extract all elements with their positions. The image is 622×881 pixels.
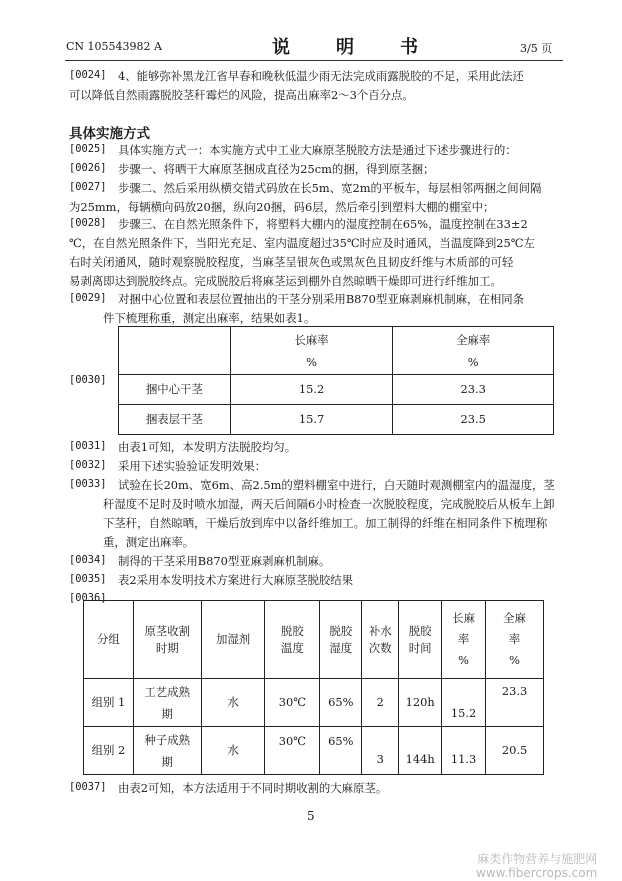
paragraph-number: [0031]: [69, 440, 107, 452]
cell-line: 工艺成熟: [144, 684, 191, 699]
section-title: 具体实施方式: [69, 126, 150, 142]
table-cell: 65%: [320, 727, 362, 775]
table-header-cell: [393, 327, 554, 375]
table-header-cell: 加湿剂: [201, 601, 265, 679]
table-cell: 65%: [320, 679, 362, 727]
paragraph-text: 表2采用本发明技术方案进行大麻原茎脱胶结果: [118, 573, 354, 587]
cell-line: 率: [508, 632, 521, 646]
table-cell: 144h: [399, 727, 442, 775]
paragraph-number: [0032]: [69, 459, 107, 471]
table-header-row: [119, 327, 554, 375]
paragraph-number: [0029]: [69, 292, 107, 304]
table-cell: 15.7: [230, 405, 393, 435]
paragraph-text: 易剥离即达到脱胶终点。完成脱胶后将麻茎运到棚外自然晾晒干燥即可进行纤维加工。: [69, 274, 502, 288]
table-header-cell: [399, 601, 442, 679]
header-unit: %: [306, 354, 317, 369]
cell-line: 脱胶: [408, 623, 432, 638]
paragraph-text: 步骤二、然后采用纵横交错式码放在长5m、宽2m的平板车，每层相邻两捆之间间隔: [118, 181, 542, 195]
paragraph-text: 由表2可知，本方法适用于不同时期收割的大麻原茎。: [118, 781, 388, 795]
watermark: [476, 852, 597, 880]
table-cell: 捆表层干茎: [119, 405, 231, 435]
paragraph-text: 制得的干茎采用B870型亚麻剥麻机制麻。: [118, 554, 331, 568]
header-unit: %: [467, 354, 479, 369]
table-cell: 组别 2: [84, 727, 134, 775]
table-cell: 23.3: [393, 375, 554, 405]
table-header-cell: [320, 601, 362, 679]
table-cell: 水: [201, 679, 265, 727]
cell-line: 时期: [155, 640, 179, 655]
table-cell: 组别 1: [84, 679, 134, 727]
table-cell: 11.3: [442, 727, 486, 775]
table-cell: 23.3: [486, 679, 544, 727]
table-cell: [119, 327, 231, 375]
paragraph-text: 试验在长20m、宽6m、高2.5m的塑料棚室中进行，白天随时观测棚室内的温湿度，茎: [118, 478, 555, 492]
table-cell: 120h: [399, 679, 442, 727]
table-cell: 23.5: [393, 405, 554, 435]
cell-line: 次数: [368, 640, 392, 655]
table-cell: 水: [201, 727, 265, 775]
paragraph-number: [0024]: [69, 69, 107, 81]
table-cell: 15.2: [442, 679, 486, 727]
cell-line: 湿度: [329, 640, 353, 655]
table-header-cell: [362, 601, 399, 679]
paragraph-text: 采用下述实验验证发明效果：: [118, 459, 267, 473]
table-cell: [133, 727, 201, 775]
table-header-cell: [442, 601, 486, 679]
table-cell: 15.2: [230, 375, 393, 405]
paragraph-text: 4、能够弥补黑龙江省早春和晚秋低温少雨无法完成雨露脱胶的不足，采用此法还: [118, 69, 524, 83]
cell-line: 补水: [368, 623, 392, 638]
table-header-cell: 分组: [84, 601, 134, 679]
header-rule: [65, 60, 563, 61]
table-row: [119, 375, 554, 405]
paragraph-text: 为25mm，每辆横向码放20捆，纵向20捆，码6层，然后牵引到塑料大棚的棚室中；: [69, 200, 495, 214]
cell-line: %: [458, 653, 469, 667]
cell-line: 全麻: [503, 611, 526, 625]
document-title: 说 明 书: [272, 37, 432, 58]
table-header-cell: [265, 601, 320, 679]
paragraph-text: 秆湿度不足时及时喷水加湿，两天后间隔6小时检查一次脱胶程度，完成脱胶后从板车上卸: [103, 497, 555, 511]
table-1: [118, 326, 554, 435]
table-header-cell: [230, 327, 393, 375]
cell-line: 种子成熟: [144, 732, 191, 747]
paragraph-text: 步骤三、在自然光照条件下，将塑料大棚内的湿度控制在65%，温度控制在33±2: [118, 217, 528, 231]
paragraph-number: [0026]: [69, 162, 107, 174]
paragraph-text: ℃，在自然光照条件下，当阳光充足、室内温度超过35℃时应及时通风，当温度降到25℃左: [69, 236, 535, 250]
paragraph-number: [0036]: [69, 592, 107, 604]
watermark-line: www.fibercrops.com: [476, 866, 598, 880]
table-cell: 2: [362, 679, 399, 727]
table-cell: 20.5: [486, 727, 544, 775]
paragraph-number: [0033]: [69, 478, 107, 490]
table-cell: 3: [362, 727, 399, 775]
cell-line: 期: [161, 706, 173, 721]
table-row: [84, 679, 544, 727]
paragraph-text: 重，测定出麻率。: [103, 535, 195, 549]
paragraph-text: 具体实施方式一：本实施方式中工业大麻原茎脱胶方法是通过下述步骤进行的：: [118, 143, 517, 157]
paragraph-text: 下茎秆，自然晾晒，干燥后放到库中以备纤维加工。加工制得的纤维在相同条件下梳理称: [103, 516, 548, 530]
table-cell: 30℃: [265, 679, 320, 727]
watermark-line: 麻类作物营养与施肥网: [477, 852, 598, 866]
cell-line: 长麻: [452, 611, 475, 625]
paragraph-text: 由表1可知，本发明方法脱胶均匀。: [118, 440, 297, 454]
paragraph-text: 步骤一、将晒干大麻原茎捆成直径为25cm的捆，得到原茎捆；: [118, 162, 435, 176]
paragraph-number: [0027]: [69, 181, 107, 193]
cell-line: 期: [161, 754, 173, 769]
table-row: [84, 727, 544, 775]
patent-number: CN 105543982 A: [66, 40, 162, 53]
cell-line: %: [509, 653, 520, 667]
table-header-cell: [133, 601, 201, 679]
header-label: 全麻率: [456, 332, 491, 347]
paragraph-number: [0030]: [69, 374, 107, 386]
paragraph-text: 右时关闭通风，随时观察脱胶程度，当麻茎呈银灰色或黑灰色且韧皮纤维与木质部的可轻: [69, 255, 514, 269]
table-row: [119, 405, 554, 435]
cell-line: 温度: [281, 640, 304, 655]
table-cell: [133, 679, 201, 727]
paragraph-number: [0037]: [69, 781, 107, 793]
header-label: 长麻率: [294, 332, 329, 347]
table-2: [83, 600, 544, 775]
paragraph-number: [0025]: [69, 143, 107, 155]
cell-line: 率: [457, 632, 470, 646]
paragraph-text: 件下梳理称重，测定出麻率，结果如表1。: [103, 311, 316, 325]
table-cell: 捆中心干茎: [119, 375, 231, 405]
cell-line: 时间: [408, 640, 432, 655]
paragraph-text: 对捆中心位置和表层位置抽出的干茎分别采用B870型亚麻剥麻机制麻，在相同条: [118, 292, 525, 306]
table-cell: 30℃: [265, 727, 320, 775]
table-header-row: [84, 601, 544, 679]
page-info: 3/5 页: [520, 42, 553, 55]
paragraph-number: [0028]: [69, 217, 107, 229]
paragraph-number: [0035]: [69, 573, 107, 585]
table-header-cell: [486, 601, 544, 679]
paragraph-text: 可以降低自然雨露脱胶茎秆霉烂的风险，提高出麻率2～3个百分点。: [69, 88, 414, 102]
page-number: 5: [307, 809, 315, 823]
cell-line: 原茎收割: [144, 623, 191, 638]
cell-line: 脱胶: [281, 623, 304, 638]
cell-line: 脱胶: [329, 623, 353, 638]
paragraph-number: [0034]: [69, 554, 107, 566]
